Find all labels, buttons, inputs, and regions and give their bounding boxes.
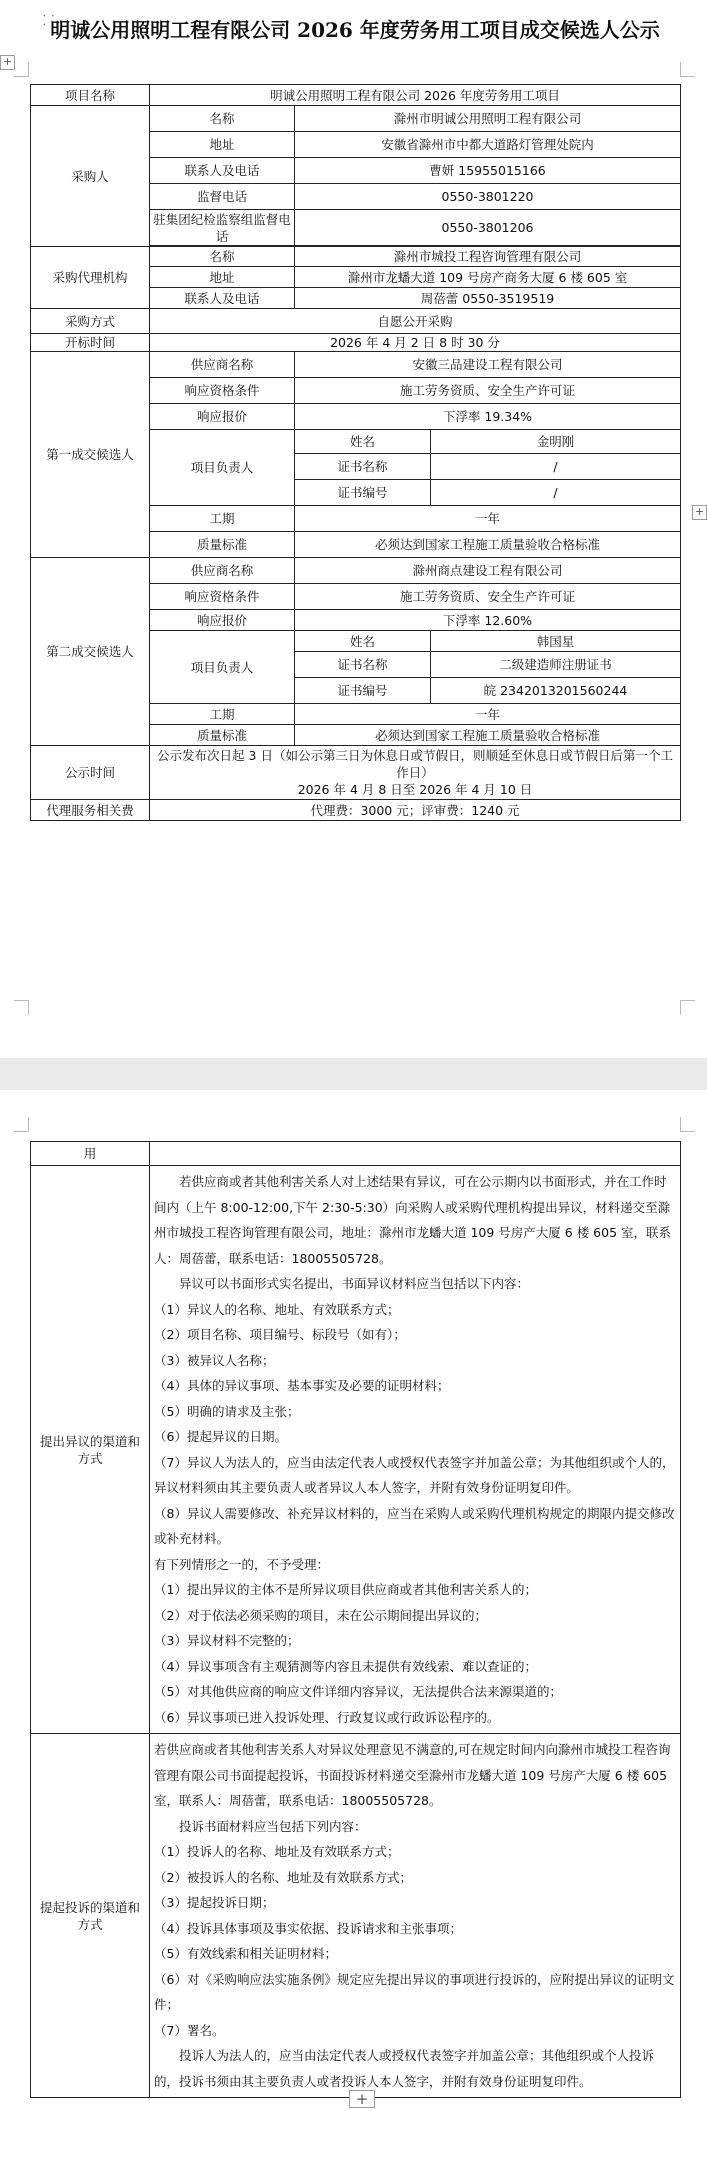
complaint-line: 投诉书面材料应当包括下列内容：: [179, 1818, 367, 1834]
crop-mark: [14, 1117, 29, 1132]
header-fragment: 用: [31, 1142, 150, 1166]
c2-supplier-label: 供应商名称: [150, 558, 295, 584]
c2-quality-value: 必须达到国家工程施工质量验收合格标准: [295, 725, 681, 746]
complaint-line: （4）投诉具体事项及事实依据、投诉请求和主张事项；: [154, 1920, 462, 1936]
objection-line: （4）异议事项含有主观猜测等内容且未提供有效线索、难以查证的；: [154, 1658, 537, 1674]
c1-period-label: 工期: [150, 506, 295, 532]
c2-cert-no-value: 皖 2342013201560244: [431, 678, 681, 704]
objection-line: 有下列情形之一的，不予受理：: [154, 1556, 330, 1572]
c1-mgr-name-value: 金明刚: [431, 430, 681, 454]
complaint-line: （7）署名。: [154, 2022, 225, 2038]
table-move-handle-icon[interactable]: ⸬: [42, 13, 55, 29]
notice-time-value: [150, 746, 681, 800]
c1-quality-label: 质量标准: [150, 532, 295, 558]
add-row-button[interactable]: +: [349, 2090, 375, 2108]
agency-contact-label: 联系人及电话: [150, 288, 295, 309]
purchaser-contact-value: 曹妍 15955015166: [295, 158, 681, 184]
complaint-line: （1）投诉人的名称、地址及有效联系方式；: [154, 1844, 400, 1859]
c2-quality-label: 质量标准: [150, 725, 295, 746]
notice-time-line1: 公示发布次日起 3 日（如公示第三日为休息日或节假日，则顺延至休息日或节假日后第一个工作日）: [157, 748, 673, 780]
fee-label: 代理服务相关费: [31, 800, 150, 821]
notice-time-label: 公示时间: [31, 746, 150, 800]
c1-qual-label: 响应资格条件: [150, 378, 295, 404]
method-label: 采购方式: [31, 309, 150, 334]
c2-mgr-name-value: 韩国星: [431, 631, 681, 652]
purchaser-address-value: 安徽省滁州市中都大道路灯管理处院内: [295, 132, 681, 158]
page-title: 明诚公用照明工程有限公司 2026 年度劳务用工项目成交候选人公示: [50, 18, 660, 42]
result-table: [30, 84, 681, 821]
open-time-label: 开标时间: [31, 334, 150, 352]
purchaser-address-label: 地址: [150, 132, 295, 158]
c2-price-label: 响应报价: [150, 610, 295, 631]
c1-qual-value: 施工劳务资质、安全生产许可证: [295, 378, 681, 404]
objection-content: [150, 1166, 681, 1734]
complaint-line: 若供应商或者其他利害关系人对异议处理意见不满意的,可在规定时间内向滁州市城投工程咨询管理有限公司书面提起投诉，书面投诉材料递交至滁州市龙蟠大道 109 号房产大厦 6 楼 605 室，联系人：周蓓蕾，联系电话：18005505728。: [154, 1742, 671, 1808]
crop-mark: [680, 1000, 695, 1015]
notice-time-line2: 2026 年 4 月 8 日至 2026 年 4 月 10 日: [297, 782, 533, 797]
crop-mark: [14, 1000, 29, 1015]
insert-row-icon[interactable]: +: [0, 55, 15, 70]
objection-line: （3）异议材料不完整的；: [154, 1633, 300, 1648]
purchaser-contact-label: 联系人及电话: [150, 158, 295, 184]
discipline-phone-label: 驻集团纪检监察组监督电话: [150, 210, 295, 246]
objection-line: （5）明确的请求及主张；: [154, 1403, 300, 1419]
complaint-content: [150, 1734, 681, 2098]
complaint-label: 提起投诉的渠道和方式: [31, 1734, 150, 2098]
complaint-line: （2）被投诉人的名称、地址及有效联系方式；: [154, 1869, 412, 1885]
c1-cert-no-label: 证书编号: [295, 480, 431, 506]
c1-price-value: 下浮率 19.34%: [295, 404, 681, 430]
c1-cert-name-value: /: [431, 454, 681, 480]
complaint-line: （5）有效线索和相关证明材料；: [154, 1946, 337, 1961]
c1-manager-label: 项目负责人: [150, 430, 295, 506]
purchaser-name-label: 名称: [150, 106, 295, 132]
crop-mark: [680, 62, 695, 77]
c2-mgr-name-label: 姓名: [295, 631, 431, 652]
objection-line: （1）提出异议的主体不是所异议项目供应商或者其他利害关系人的；: [154, 1582, 537, 1597]
crop-mark: [680, 1117, 695, 1132]
page-gap: [0, 1058, 707, 1090]
project-name-label: 项目名称: [31, 85, 150, 106]
complaint-line: （6）对《采购响应法实施条例》规定应先提出异议的事项进行投诉的，应附提出异议的证明文件；: [154, 1971, 675, 2012]
objection-line: （2）对于依法必须采购的项目，未在公示期间提出异议的；: [154, 1607, 487, 1623]
c1-price-label: 响应报价: [150, 404, 295, 430]
candidate1-label: 第一成交候选人: [31, 352, 150, 558]
purchaser-label: 采购人: [31, 106, 150, 247]
c2-cert-no-label: 证书编号: [295, 678, 431, 704]
c2-qual-value: 施工劳务资质、安全生产许可证: [295, 584, 681, 610]
c1-supplier-label: 供应商名称: [150, 352, 295, 378]
c1-supplier-value: 安徽三品建设工程有限公司: [295, 352, 681, 378]
discipline-phone-value: 0550-3801206: [295, 210, 681, 246]
agency-name-label: 名称: [150, 247, 295, 267]
c1-mgr-name-label: 姓名: [295, 430, 431, 454]
complaint-line: 投诉人为法人的，应当由法定代表人或授权代表签字并加盖公章；其他组织或个人投诉的，投诉书须由其主要负责人或者投诉人本人签字，并附有效身份证明复印件。: [154, 2048, 655, 2089]
agency-contact-value: 周蓓蕾 0550-3519519: [295, 288, 681, 309]
c2-supplier-value: 滁州商点建设工程有限公司: [295, 558, 681, 584]
supervise-phone-label: 监督电话: [150, 184, 295, 210]
objection-line: （8）异议人需要修改、补充异议材料的，应当在采购人或采购代理机构规定的期限内提交修改或补充材料。: [154, 1505, 675, 1546]
open-time-value: 2026 年 4 月 2 日 8 时 30 分: [150, 334, 681, 352]
c1-cert-name-label: 证书名称: [295, 454, 431, 480]
objection-line: （7）异议人为法人的，应当由法定代表人或授权代表签字并加盖公章；为其他组织或个人的，异议材料须由其主要负责人或者异议人本人签字，并附有效身份证明复印件。: [154, 1454, 675, 1495]
c1-cert-no-value: /: [431, 480, 681, 506]
header-fragment-empty: [150, 1142, 681, 1166]
objection-line: （3）被异议人名称；: [154, 1352, 275, 1368]
objection-line: （5）对其他供应商的响应文件详细内容异议，无法提供合法来源渠道的；: [154, 1684, 562, 1699]
c2-cert-name-value: 二级建造师注册证书: [431, 652, 681, 678]
crop-mark: [14, 62, 29, 77]
objection-line: 异议可以书面形式实名提出，书面异议材料应当包括以下内容：: [179, 1276, 530, 1291]
agency-label: 采购代理机构: [31, 247, 150, 309]
c1-quality-value: 必须达到国家工程施工质量验收合格标准: [295, 532, 681, 558]
c1-period-value: 一年: [295, 506, 681, 532]
c2-manager-label: 项目负责人: [150, 631, 295, 704]
objection-line: （6）提起异议的日期。: [154, 1429, 287, 1444]
objection-table: [30, 1141, 681, 2098]
project-name-value: 明诚公用照明工程有限公司 2026 年度劳务用工项目: [150, 85, 681, 106]
purchaser-name-value: 滁州市明诚公用照明工程有限公司: [295, 106, 681, 132]
agency-address-label: 地址: [150, 267, 295, 288]
c2-period-value: 一年: [295, 704, 681, 725]
c2-qual-label: 响应资格条件: [150, 584, 295, 610]
complaint-line: （3）提起投诉日期；: [154, 1895, 275, 1910]
c2-price-value: 下浮率 12.60%: [295, 610, 681, 631]
insert-column-icon[interactable]: +: [692, 505, 707, 520]
method-value: 自愿公开采购: [150, 309, 681, 334]
objection-line: （1）异议人的名称、地址、有效联系方式；: [154, 1301, 400, 1317]
objection-line: 若供应商或者其他利害关系人对上述结果有异议，可在公示期内以书面形式，并在工作时间内（上午 8:00-12:00,下午 2:30-5:30）向采购人或采购代理机构提出异议，材料递交至滁州市城投工程咨询管理有限公司，地址：滁州市龙蟠大道 109 号房产大厦 6 楼 605 室，联系人：周蓓蕾，联系电话：18005505728。: [154, 1174, 672, 1266]
candidate2-label: 第二成交候选人: [31, 558, 150, 746]
objection-line: （2）项目名称、项目编号、标段号（如有）；: [154, 1327, 406, 1342]
objection-line: （4）具体的异议事项、基本事实及必要的证明材料；: [154, 1378, 450, 1393]
c2-period-label: 工期: [150, 704, 295, 725]
c2-cert-name-label: 证书名称: [295, 652, 431, 678]
objection-label: 提出异议的渠道和方式: [31, 1166, 150, 1734]
agency-name-value: 滁州市城投工程咨询管理有限公司: [295, 247, 681, 267]
fee-value: 代理费：3000 元；评审费：1240 元: [150, 800, 681, 821]
agency-address-value: 滁州市龙蟠大道 109 号房产商务大厦 6 楼 605 室: [295, 267, 681, 288]
objection-line: （6）异议事项已进入投诉处理、行政复议或行政诉讼程序的。: [154, 1709, 500, 1725]
supervise-phone-value: 0550-3801220: [295, 184, 681, 210]
